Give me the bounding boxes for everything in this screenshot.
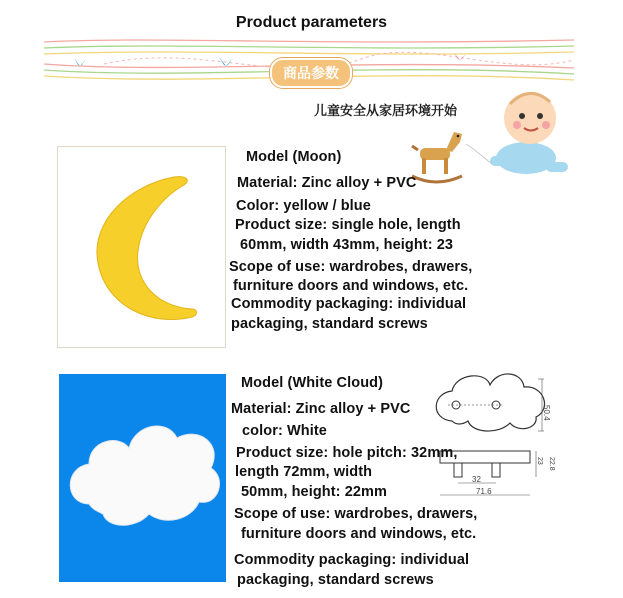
page-title: Product parameters: [235, 14, 388, 31]
product1-material: Material: Zinc alloy + PVC: [237, 175, 417, 191]
product2-size-line2: length 72mm, width: [235, 464, 373, 480]
product2-scope-line2: furniture doors and windows, etc.: [241, 526, 477, 542]
product2-packaging-line2: packaging, standard screws: [237, 572, 434, 588]
product2-color: color: White: [242, 423, 327, 439]
product1-color: Color: yellow / blue: [236, 198, 371, 214]
product2-packaging-line1: Commodity packaging: individual: [234, 552, 470, 568]
dim-label-depth: 23: [536, 457, 543, 465]
moon-knob-photo: [57, 146, 226, 348]
dim-label-height: 50.4: [542, 405, 551, 421]
product1-model: Model (Moon): [246, 149, 342, 165]
product2-size-line1: Product size: hole pitch: 32mm,: [236, 445, 458, 461]
product1-size-line1: Product size: single hole, length: [235, 217, 461, 233]
butterfly-icon: [219, 57, 233, 66]
dim-label-depth-total: 22.8: [548, 457, 555, 471]
dim-label-pitch: 32: [472, 475, 481, 484]
banner-slogan: 儿童安全从家居环境开始: [314, 104, 458, 119]
product-parameters-badge: 商品参数: [270, 58, 352, 88]
product1-scope-line1: Scope of use: wardrobes, drawers,: [229, 259, 473, 275]
product1-packaging-line1: Commodity packaging: individual: [231, 296, 467, 312]
rocking-horse-icon: [412, 132, 492, 182]
product2-scope-line1: Scope of use: wardrobes, drawers,: [234, 506, 478, 522]
product1-size-line2: 60mm, width 43mm, height: 23: [240, 237, 454, 253]
cloud-knob-photo: [59, 374, 226, 582]
product2-size-line3: 50mm, height: 22mm: [241, 484, 388, 500]
butterfly-icon: [74, 58, 86, 66]
baby-illustration: [406, 80, 576, 190]
product1-scope-line2: furniture doors and windows, etc.: [233, 278, 469, 294]
technical-drawing: [426, 363, 576, 503]
product2-material: Material: Zinc alloy + PVC: [231, 401, 411, 417]
product1-packaging-line2: packaging, standard screws: [231, 316, 428, 332]
dim-label-length: 71.6: [476, 487, 492, 496]
baby-icon: [490, 92, 568, 174]
product2-model: Model (White Cloud): [241, 375, 384, 391]
moon-shape-icon: [58, 147, 225, 347]
cloud-shape-icon: [59, 374, 226, 582]
